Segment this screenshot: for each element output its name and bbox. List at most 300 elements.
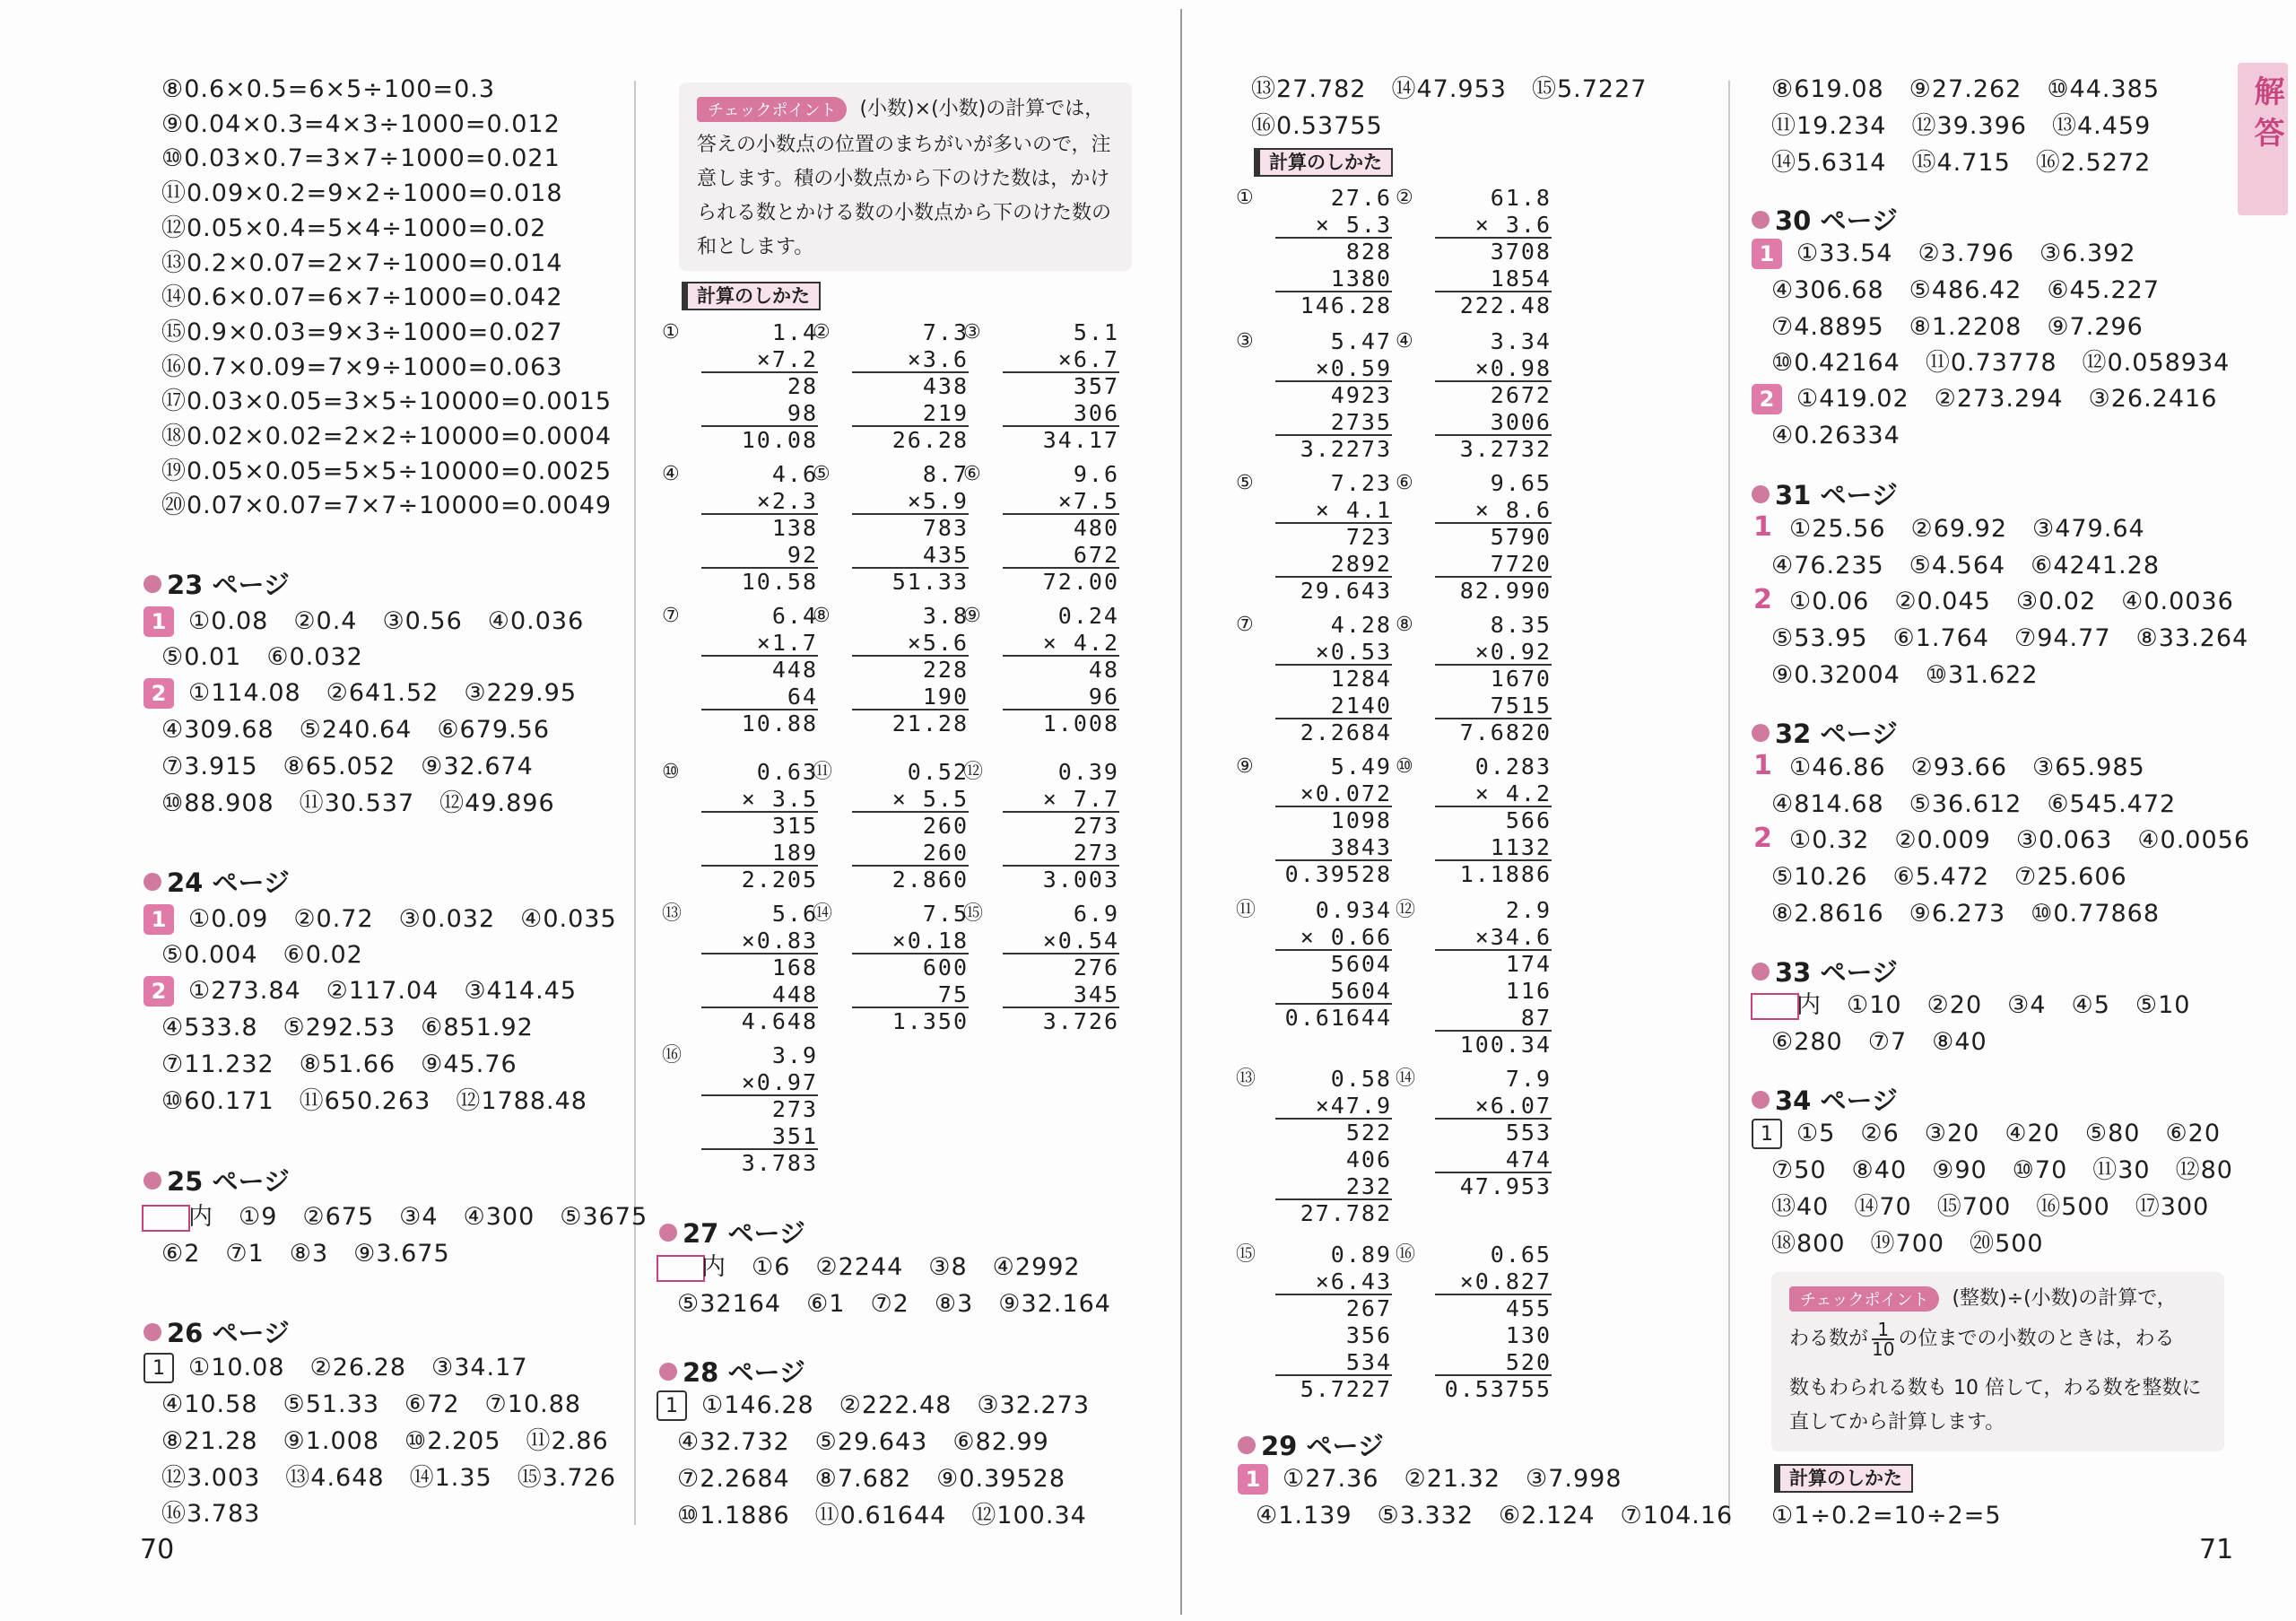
multiplication-calc xyxy=(662,319,818,454)
problem-number-2: 2 xyxy=(1753,823,1772,854)
calc-row: 4.6 xyxy=(771,461,818,487)
calc-row: 520 xyxy=(1435,1349,1552,1376)
multiplication-calc xyxy=(662,759,818,893)
answer-line: ④533.8 ⑤292.53 ⑥851.92 xyxy=(161,1014,534,1041)
answer-line: ⑪0.09×0.2=9×2÷1000=0.018 xyxy=(161,179,563,208)
problem-number: ⑥ xyxy=(963,463,983,485)
problem-number: ⑯ xyxy=(662,1044,684,1067)
calc-row: 5.49 xyxy=(1330,754,1392,780)
calc-row: 72.00 xyxy=(1042,569,1119,595)
calc-row: 7.23 xyxy=(1330,470,1392,496)
problem-number: ⑧ xyxy=(1396,614,1415,636)
answer-line: ⑩0.42164 ⑪0.73778 ⑫0.058934 xyxy=(1771,349,2231,377)
multiplication-calc xyxy=(1236,185,1392,319)
problem-number: ⑯ xyxy=(1396,1243,1418,1266)
answer-line: ④1.139 ⑤3.332 ⑥2.124 ⑦104.16 xyxy=(1256,1502,1734,1529)
calc-row: 0.63 xyxy=(756,759,818,785)
answer-line: ⑯0.53755 xyxy=(1251,112,1383,140)
calc-row: 116 xyxy=(1505,978,1552,1004)
calc-row: 474 xyxy=(1435,1146,1552,1173)
calc-row: 2735 xyxy=(1275,409,1392,436)
answer-line: ⑨0.04×0.3=4×3÷1000=0.012 xyxy=(161,109,561,138)
calc-row: 0.934 xyxy=(1315,897,1392,923)
problem-box-1: 1 xyxy=(1752,1119,1782,1149)
calc-row: 5604 xyxy=(1330,951,1392,977)
calc-row: 87 xyxy=(1435,1005,1552,1032)
page-heading-26: 26 ページ xyxy=(144,1313,290,1350)
calc-row: 228 xyxy=(922,657,969,683)
calc-row: 0.283 xyxy=(1474,754,1552,780)
multiplication-calc xyxy=(1236,1066,1392,1227)
answer-line: ④76.235 ⑤4.564 ⑥4241.28 xyxy=(1771,552,2161,580)
calc-row: 6.4 xyxy=(771,603,818,629)
answer-line: ⑩88.908 ⑪30.537 ⑫49.896 xyxy=(161,789,555,817)
multiplication-calc xyxy=(1396,897,1552,1059)
answer-line: ①10.08 ②26.28 ③34.17 xyxy=(188,1354,528,1381)
problem-number: ⑦ xyxy=(662,605,682,627)
problem-number: ⑪ xyxy=(813,761,835,783)
calc-row: 7.3 xyxy=(922,319,969,345)
calc-row: 5.1 xyxy=(1073,319,1119,345)
answer-line: ⑧21.28 ⑨1.008 ⑩2.205 ⑪2.86 xyxy=(161,1427,609,1455)
calc-row: 75 xyxy=(852,981,969,1008)
calc-row: × 7.7 xyxy=(1003,786,1119,813)
calc-row: ×7.2 xyxy=(701,346,818,373)
calc-row: ×7.5 xyxy=(1003,488,1119,515)
calc-row: 1098 xyxy=(1330,807,1392,833)
calc-row: 553 xyxy=(1505,1120,1552,1146)
answer-line: ④32.732 ⑤29.643 ⑥82.99 xyxy=(677,1428,1049,1456)
calc-row: 522 xyxy=(1345,1120,1392,1146)
answer-line: ⑧619.08 ⑨27.262 ⑩44.385 xyxy=(1771,75,2161,103)
bullet-dot-icon xyxy=(1752,963,1770,980)
calc-row: ×0.92 xyxy=(1435,639,1552,666)
answer-line: ⑩1.1886 ⑪0.61644 ⑫100.34 xyxy=(677,1502,1087,1529)
calc-row: ×47.9 xyxy=(1275,1093,1392,1120)
calc-row: 7.5 xyxy=(922,901,969,927)
answer-line: ④10.58 ⑤51.33 ⑥72 ⑦10.88 xyxy=(161,1390,582,1418)
calc-row: 27.6 xyxy=(1330,185,1392,211)
calc-row: 600 xyxy=(922,954,969,980)
calc-row: 9.6 xyxy=(1073,461,1119,487)
calc-row: 21.28 xyxy=(891,710,969,736)
problem-badge-1: 1 xyxy=(1752,239,1782,269)
answer-line: ①33.54 ②3.796 ③6.392 xyxy=(1796,240,2136,267)
calc-row: 0.53755 xyxy=(1444,1376,1552,1402)
answer-line: ⑧0.6×0.5=6×5÷100=0.3 xyxy=(161,75,496,103)
calc-row: 0.39528 xyxy=(1284,861,1392,887)
problem-box-1: 1 xyxy=(144,1353,174,1383)
multiplication-calc xyxy=(1396,185,1552,319)
calc-row: 2.205 xyxy=(741,867,818,893)
problem-number: ⑫ xyxy=(963,761,986,783)
calc-row: × 3.6 xyxy=(1435,212,1552,239)
calc-row: 1.008 xyxy=(1042,710,1119,736)
calc-row: ×34.6 xyxy=(1435,924,1552,951)
problem-number: ⑪ xyxy=(1236,899,1258,921)
answer-line: ⑦50 ⑧40 ⑨90 ⑩70 ⑪30 ⑫80 xyxy=(1771,1156,2233,1184)
multiplication-calc xyxy=(662,603,818,737)
calc-row: 26.28 xyxy=(891,427,969,453)
answer-line: ①27.36 ②21.32 ③7.998 xyxy=(1283,1465,1622,1493)
calc-row: × 3.5 xyxy=(701,786,818,813)
answer-line: ⑯3.783 xyxy=(161,1500,261,1528)
multiplication-calc xyxy=(1236,328,1392,463)
answer-line: ⑰0.03×0.05=3×5÷10000=0.0015 xyxy=(161,388,613,416)
calc-row: 64 xyxy=(701,684,818,710)
calc-row: ×0.83 xyxy=(701,928,818,954)
problem-badge-1: 1 xyxy=(1238,1464,1268,1495)
page-number: 70 xyxy=(140,1534,175,1565)
calc-row: 2892 xyxy=(1275,551,1392,578)
answer-line: ⑬27.782 ⑭47.953 ⑮5.7227 xyxy=(1251,75,1648,103)
multiplication-calc xyxy=(662,1042,818,1177)
problem-number: ② xyxy=(813,321,832,344)
bullet-dot-icon xyxy=(1752,1091,1770,1109)
answer-line: 内 ①6 ②2244 ③8 ④2992 xyxy=(701,1253,1081,1281)
method-label: 計算のしかた xyxy=(1774,1464,1913,1493)
check-point-text: 答えの小数点の位置のまちがいが多いので，注 xyxy=(697,134,1111,156)
calc-row: ×0.53 xyxy=(1275,639,1392,666)
calc-row: 10.88 xyxy=(741,710,818,736)
problem-number: ⑩ xyxy=(662,761,682,783)
calc-row: 260 xyxy=(922,813,969,839)
calc-row: 435 xyxy=(852,542,969,569)
calc-row: 4.648 xyxy=(741,1008,818,1034)
problem-number: ⑨ xyxy=(963,605,983,627)
answer-line: ⑩60.171 ⑪650.263 ⑫1788.48 xyxy=(161,1087,587,1115)
answer-line: ⑥2 ⑦1 ⑧3 ⑨3.675 xyxy=(161,1240,450,1268)
bullet-dot-icon xyxy=(1752,724,1770,742)
calc-row: 3.2732 xyxy=(1459,436,1552,462)
answer-line: ⑬0.2×0.07=2×7÷1000=0.014 xyxy=(161,248,563,277)
multiplication-calc xyxy=(1236,612,1392,746)
calc-row: 534 xyxy=(1275,1349,1392,1376)
multiplication-calc xyxy=(963,603,1119,737)
answer-line: ①146.28 ②222.48 ③32.273 xyxy=(701,1391,1091,1419)
calc-row: 2.2684 xyxy=(1300,719,1392,745)
check-point-text: わる数が $\frac{1}{10}$ の位までの小数のときは，わる xyxy=(1789,1319,2175,1360)
calc-row: 51.33 xyxy=(891,569,969,595)
calc-row: 146.28 xyxy=(1300,292,1392,318)
check-point-text: 数もわられる数も 10 倍して，わる数を整数に xyxy=(1789,1377,2202,1399)
calc-row: 2.860 xyxy=(891,867,969,893)
problem-number: ④ xyxy=(1396,330,1415,353)
calc-row: 3.9 xyxy=(771,1042,818,1068)
multiplication-calc xyxy=(1396,1066,1552,1200)
calc-row: 260 xyxy=(852,840,969,867)
calc-row: 0.52 xyxy=(907,759,969,785)
method-label: 計算のしかた xyxy=(1254,148,1393,177)
calc-row: ×0.18 xyxy=(852,928,969,954)
problem-number: ⑤ xyxy=(1236,472,1256,494)
calc-row: 1.4 xyxy=(771,319,818,345)
multiplication-calc xyxy=(1236,470,1392,605)
answer-line: ①0.06 ②0.045 ③0.02 ④0.0036 xyxy=(1789,588,2234,615)
check-point-tag: チェックポイント xyxy=(697,97,847,122)
answer-line: ⑭0.6×0.07=6×7÷1000=0.042 xyxy=(161,283,563,312)
check-point-text: (整数)÷(小数)の計算で， xyxy=(1952,1287,2177,1310)
calc-row: 828 xyxy=(1345,239,1392,265)
multiplication-calc xyxy=(1396,328,1552,463)
calc-row: 306 xyxy=(1003,400,1119,427)
calc-row: 276 xyxy=(1073,954,1119,980)
multiplication-calc xyxy=(1396,470,1552,605)
calc-row: × 5.3 xyxy=(1275,212,1392,239)
answer-line: ①114.08 ②641.52 ③229.95 xyxy=(188,679,578,707)
problem-number: ⑤ xyxy=(813,463,832,485)
problem-number: ② xyxy=(1396,187,1415,209)
calc-row: 5.6 xyxy=(771,901,818,927)
calc-row: 47.953 xyxy=(1459,1173,1552,1199)
answer-line: ⑥280 ⑦7 ⑧40 xyxy=(1771,1028,1987,1056)
answer-line: ⑤10.26 ⑥5.472 ⑦25.606 xyxy=(1771,863,2127,891)
calc-row: ×6.7 xyxy=(1003,346,1119,373)
answer-line: 内 ①10 ②20 ③4 ④5 ⑤10 xyxy=(1796,991,2191,1019)
calc-row: ×3.6 xyxy=(852,346,969,373)
calc-row: 4.28 xyxy=(1330,612,1392,638)
check-point-tag: チェックポイント xyxy=(1789,1286,1939,1312)
problem-number: ③ xyxy=(1236,330,1256,353)
check-point-text: 直してから計算します。 xyxy=(1789,1411,2005,1434)
multiplication-calc xyxy=(963,759,1119,893)
answer-line: ⑲0.05×0.05=5×5÷10000=0.0025 xyxy=(161,457,613,485)
page-gutter xyxy=(1180,9,1182,1615)
problem-number: ⑭ xyxy=(1396,1068,1418,1090)
calc-row: 48 xyxy=(1088,657,1119,683)
page-heading-28: 28 ページ xyxy=(659,1353,805,1390)
calc-row: 1670 xyxy=(1490,666,1552,692)
calc-row: 168 xyxy=(771,954,818,980)
answer-line: ⑤0.004 ⑥0.02 xyxy=(161,941,363,969)
page-heading-25: 25 ページ xyxy=(144,1162,290,1198)
blank-box xyxy=(142,1205,190,1232)
multiplication-calc xyxy=(813,759,969,893)
answer-line: ⑪19.234 ⑫39.396 ⑬4.459 xyxy=(1771,112,2152,140)
calc-row: 315 xyxy=(771,813,818,839)
bullet-dot-icon xyxy=(144,575,161,593)
calc-row: 8.7 xyxy=(922,461,969,487)
answer-line: ⑩0.03×0.7=3×7÷1000=0.021 xyxy=(161,144,561,173)
calc-row: 5790 xyxy=(1490,524,1552,550)
calc-row: 174 xyxy=(1505,951,1552,977)
calc-row: 10.08 xyxy=(741,427,818,453)
calc-row: 273 xyxy=(1073,813,1119,839)
calc-row: 3.8 xyxy=(922,603,969,629)
calc-row: 98 xyxy=(701,400,818,427)
calc-row: 566 xyxy=(1505,807,1552,833)
calc-row: 4923 xyxy=(1330,382,1392,408)
calc-row: 0.65 xyxy=(1490,1242,1552,1268)
problem-number: ⑫ xyxy=(1396,899,1418,921)
calc-row: 1.1886 xyxy=(1459,861,1552,887)
calc-row: 2140 xyxy=(1275,693,1392,719)
problem-number: ⑩ xyxy=(1396,755,1415,778)
calc-row: ×5.6 xyxy=(852,630,969,657)
calc-row: 29.643 xyxy=(1300,578,1392,604)
problem-number-1: 1 xyxy=(1753,750,1772,781)
answer-line: ④814.68 ⑤36.612 ⑥545.472 xyxy=(1771,790,2177,818)
blank-box xyxy=(657,1255,705,1282)
calc-row: ×0.98 xyxy=(1435,355,1552,382)
calc-row: 273 xyxy=(771,1096,818,1122)
answer-line: ⑫3.003 ⑬4.648 ⑭1.35 ⑮3.726 xyxy=(161,1464,617,1492)
answer-line: ④306.68 ⑤486.42 ⑥45.227 xyxy=(1771,276,2161,304)
multiplication-calc xyxy=(813,319,969,454)
multiplication-calc xyxy=(1236,1242,1392,1403)
problem-number: ⑮ xyxy=(1236,1243,1258,1266)
calc-row: 356 xyxy=(1345,1322,1392,1348)
answer-line: ①1÷0.2=10÷2=5 xyxy=(1771,1502,2002,1529)
problem-box-1: 1 xyxy=(657,1390,687,1421)
calc-row: 448 xyxy=(701,981,818,1008)
answer-line: ⑨0.32004 ⑩31.622 xyxy=(1771,661,2039,689)
problem-number: ① xyxy=(1236,187,1256,209)
answer-line: ⑮0.9×0.03=9×3÷1000=0.027 xyxy=(161,318,563,346)
multiplication-calc xyxy=(662,901,818,1035)
calc-row: 480 xyxy=(1073,515,1119,541)
calc-row: 27.782 xyxy=(1300,1200,1392,1226)
problem-badge-2: 2 xyxy=(144,678,174,709)
calc-row: 3.2273 xyxy=(1300,436,1392,462)
multiplication-calc xyxy=(963,461,1119,596)
answer-line: ⑦11.232 ⑧51.66 ⑨45.76 xyxy=(161,1050,517,1078)
multiplication-calc xyxy=(1396,612,1552,746)
problem-number: ⑧ xyxy=(813,605,832,627)
answer-line: 内 ①9 ②675 ③4 ④300 ⑤3675 xyxy=(188,1203,648,1231)
calc-row: ×0.827 xyxy=(1435,1268,1552,1295)
calc-row: 672 xyxy=(1003,542,1119,569)
answer-line: ⑯0.7×0.09=7×9÷1000=0.063 xyxy=(161,353,563,381)
calc-row: 1.350 xyxy=(891,1008,969,1034)
calc-row: 0.89 xyxy=(1330,1242,1392,1268)
bullet-dot-icon xyxy=(659,1363,677,1381)
multiplication-calc xyxy=(813,603,969,737)
calc-row: 345 xyxy=(1003,981,1119,1008)
calc-row: ×1.7 xyxy=(701,630,818,657)
multiplication-calc xyxy=(1396,754,1552,888)
calc-row: 1132 xyxy=(1435,834,1552,861)
calc-row: 10.58 xyxy=(741,569,818,595)
calc-row: 0.39 xyxy=(1057,759,1119,785)
multiplication-calc xyxy=(963,319,1119,454)
calc-row: 438 xyxy=(922,373,969,399)
problem-number: ⑮ xyxy=(963,902,986,925)
problem-number: ③ xyxy=(963,321,983,344)
check-point-text: られる数とかける数の小数点から下のけた数の xyxy=(697,202,1112,224)
multiplication-calc xyxy=(813,901,969,1035)
calc-row: 0.61644 xyxy=(1284,1005,1392,1031)
multiplication-calc xyxy=(1236,754,1392,888)
problem-number: ⑦ xyxy=(1236,614,1256,636)
answer-line: ①0.32 ②0.009 ③0.063 ④0.0056 xyxy=(1789,826,2251,854)
page-heading-31: 31 ページ xyxy=(1752,475,1898,512)
calc-row: 455 xyxy=(1505,1295,1552,1321)
calc-row: × 4.1 xyxy=(1275,497,1392,524)
calc-row: ×0.97 xyxy=(701,1069,818,1096)
calc-row: ×0.072 xyxy=(1275,780,1392,807)
calc-row: 222.48 xyxy=(1459,292,1552,318)
problem-number: ① xyxy=(662,321,682,344)
answer-line: ⑦4.8895 ⑧1.2208 ⑨7.296 xyxy=(1771,313,2144,341)
calc-row: 3.34 xyxy=(1490,328,1552,354)
page-heading-23: 23 ページ xyxy=(144,565,290,602)
problem-number: ⑬ xyxy=(662,902,684,925)
page-heading-30: 30 ページ xyxy=(1752,201,1898,238)
calc-row: 3006 xyxy=(1435,409,1552,436)
calc-row: 351 xyxy=(701,1123,818,1150)
calc-row: ×6.07 xyxy=(1435,1093,1552,1120)
calc-row: ×0.59 xyxy=(1275,355,1392,382)
calc-row: 138 xyxy=(771,515,818,541)
multiplication-calc xyxy=(662,461,818,596)
calc-row: 3843 xyxy=(1275,834,1392,861)
check-point-box xyxy=(1771,1272,2224,1451)
calc-row: 7.9 xyxy=(1505,1066,1552,1092)
calc-row: 7515 xyxy=(1435,693,1552,719)
answer-line: ⑱800 ⑲700 ⑳500 xyxy=(1771,1230,2044,1258)
bullet-dot-icon xyxy=(144,1172,161,1190)
page-heading-34: 34 ページ xyxy=(1752,1081,1898,1118)
calc-row: 2672 xyxy=(1490,382,1552,408)
answers-side-tab: 解答 xyxy=(2238,63,2288,215)
calc-row: 7720 xyxy=(1435,551,1552,578)
answer-line: ⑤32164 ⑥1 ⑦2 ⑧3 ⑨32.164 xyxy=(677,1290,1111,1318)
calc-row: × 5.5 xyxy=(852,786,969,813)
answer-line: ①0.08 ②0.4 ③0.56 ④0.036 xyxy=(188,607,585,635)
calc-row: 5.47 xyxy=(1330,328,1392,354)
calc-row: 34.17 xyxy=(1042,427,1119,453)
bullet-dot-icon xyxy=(1752,485,1770,503)
answer-line: ①0.09 ②0.72 ③0.032 ④0.035 xyxy=(188,905,617,933)
answer-line: ①5 ②6 ③20 ④20 ⑤80 ⑥20 xyxy=(1796,1120,2222,1147)
calc-row: 100.34 xyxy=(1459,1032,1552,1058)
calc-row: 3.003 xyxy=(1042,867,1119,893)
calc-row: × 4.2 xyxy=(1435,780,1552,807)
column-divider-right xyxy=(1728,81,1730,1525)
calc-row: 5.7227 xyxy=(1300,1376,1392,1402)
answer-line: ⑤0.01 ⑥0.032 xyxy=(161,643,363,671)
problem-number: ⑭ xyxy=(813,902,835,925)
answer-line: ⑱0.02×0.02=2×2÷10000=0.0004 xyxy=(161,423,613,450)
answer-line: ⑦3.915 ⑧65.052 ⑨32.674 xyxy=(161,753,534,780)
calc-row: 406 xyxy=(1345,1146,1392,1172)
calc-row: ×2.3 xyxy=(701,488,818,515)
calc-row: 8.35 xyxy=(1490,612,1552,638)
calc-row: 130 xyxy=(1505,1322,1552,1348)
calc-row: 3.783 xyxy=(741,1150,818,1176)
bullet-dot-icon xyxy=(1238,1436,1256,1454)
problem-number: ④ xyxy=(662,463,682,485)
answer-line: ①273.84 ②117.04 ③414.45 xyxy=(188,977,578,1005)
calc-row: × 8.6 xyxy=(1435,497,1552,524)
check-point-text: (小数)×(小数)の計算では， xyxy=(859,98,1105,120)
calc-row: 3.726 xyxy=(1042,1008,1119,1034)
blank-box xyxy=(1751,993,1799,1020)
answer-line: ④0.26334 xyxy=(1771,422,1900,449)
calc-row: 1380 xyxy=(1275,266,1392,292)
calc-row: 357 xyxy=(1073,373,1119,399)
calc-row: 189 xyxy=(701,840,818,867)
calc-row: 61.8 xyxy=(1490,185,1552,211)
calc-row: × 0.66 xyxy=(1275,924,1392,951)
calc-row: ×0.54 xyxy=(1003,928,1119,954)
calc-row: 1854 xyxy=(1435,266,1552,292)
calc-row: 28 xyxy=(787,373,818,399)
calc-row: × 4.2 xyxy=(1003,630,1119,657)
calc-row: 96 xyxy=(1003,684,1119,710)
calc-row: 2.9 xyxy=(1505,897,1552,923)
